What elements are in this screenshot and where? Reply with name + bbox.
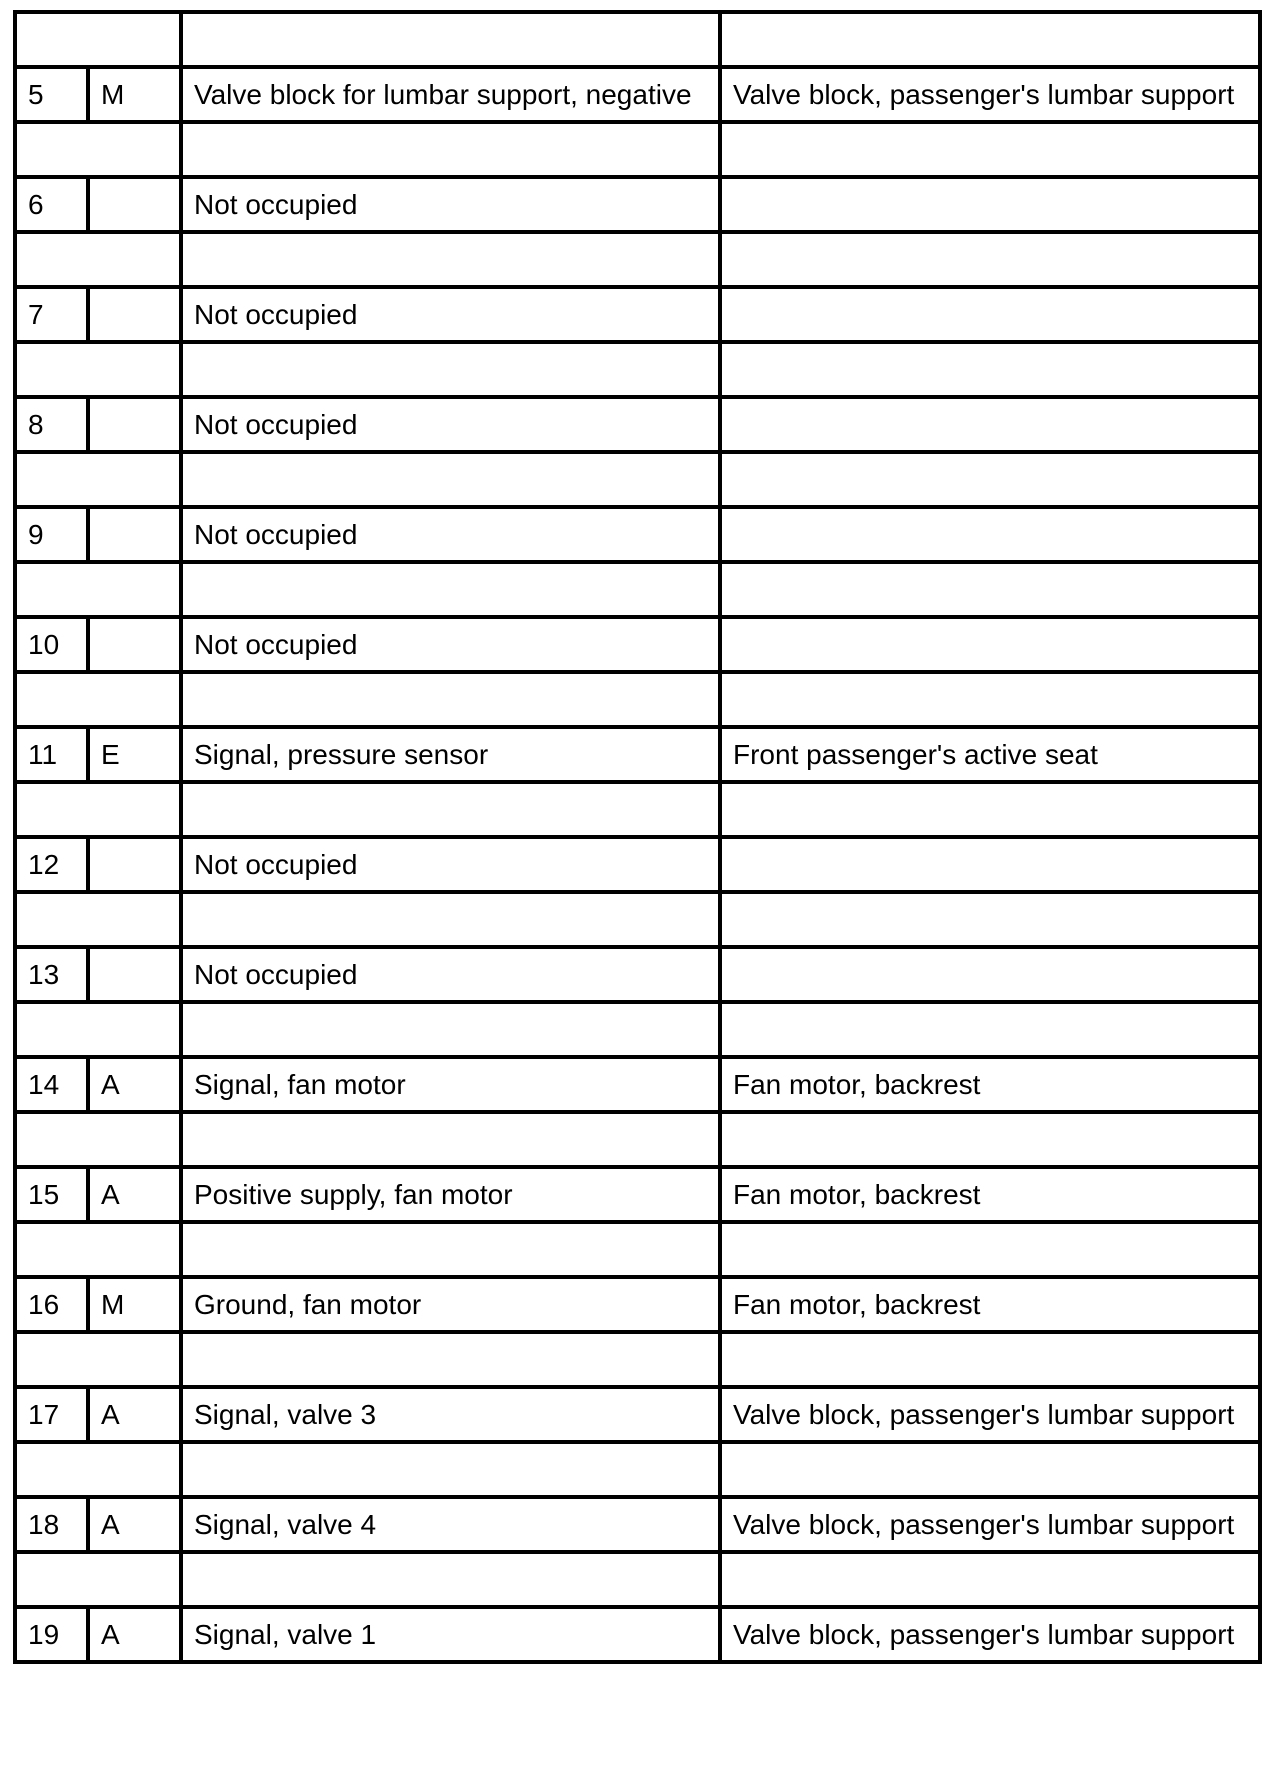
pin-number-cell: 6 [15,177,88,232]
pin-row [15,507,1260,562]
description-cell: Not occupied [181,617,720,672]
pin-number-cell: 12 [15,837,88,892]
signal-type-cell: E [88,727,181,782]
component-cell: Fan motor, backrest [720,1057,1260,1112]
description-cell [181,1112,720,1167]
pin-number-cell: 11 [15,727,88,782]
component-cell [720,892,1260,947]
component-cell: Valve block, passenger's lumbar support [720,1607,1260,1662]
signal-type-cell [88,507,181,562]
spacer-row [15,1552,1260,1607]
pin-type-cell [15,1002,181,1057]
pin-row [15,1057,1260,1112]
description-cell: Not occupied [181,397,720,452]
pin-type-cell [15,1222,181,1277]
pin-row [15,617,1260,672]
description-cell: Ground, fan motor [181,1277,720,1332]
pin-type-cell [15,1552,181,1607]
pin-row [15,1607,1260,1662]
spacer-row [15,892,1260,947]
pin-number-cell: 5 [15,67,88,122]
pin-number-cell: 13 [15,947,88,1002]
spacer-row [15,12,1260,67]
signal-type-cell: A [88,1167,181,1222]
description-cell [181,892,720,947]
spacer-row [15,782,1260,837]
spacer-row [15,1222,1260,1277]
pin-row [15,727,1260,782]
spacer-row [15,1002,1260,1057]
pin-row [15,1497,1260,1552]
spacer-row [15,452,1260,507]
description-cell: Signal, valve 1 [181,1607,720,1662]
pin-row [15,1277,1260,1332]
description-cell [181,782,720,837]
pin-type-cell [15,1332,181,1387]
description-cell: Not occupied [181,507,720,562]
pin-type-cell [15,452,181,507]
pin-assignment-table [13,10,1262,1664]
description-cell [181,122,720,177]
component-cell [720,837,1260,892]
spacer-row [15,342,1260,397]
spacer-row [15,1332,1260,1387]
pin-number-cell: 14 [15,1057,88,1112]
pin-row [15,67,1260,122]
component-cell [720,562,1260,617]
signal-type-cell [88,837,181,892]
description-cell [181,232,720,287]
component-cell [720,12,1260,67]
signal-type-cell [88,177,181,232]
description-cell: Signal, valve 4 [181,1497,720,1552]
component-cell [720,122,1260,177]
description-cell [181,1442,720,1497]
component-cell: Fan motor, backrest [720,1277,1260,1332]
pin-type-cell [15,1442,181,1497]
pin-type-cell [15,342,181,397]
description-cell: Not occupied [181,947,720,1002]
description-cell [181,562,720,617]
pin-type-cell [15,562,181,617]
signal-type-cell [88,617,181,672]
description-cell: Valve block for lumbar support, negative [181,67,720,122]
signal-type-cell [88,287,181,342]
pin-type-cell [15,892,181,947]
signal-type-cell: M [88,67,181,122]
component-cell [720,507,1260,562]
component-cell [720,947,1260,1002]
pin-number-cell: 16 [15,1277,88,1332]
component-cell [720,1222,1260,1277]
description-cell: Signal, pressure sensor [181,727,720,782]
spacer-row [15,672,1260,727]
signal-type-cell: A [88,1057,181,1112]
component-cell [720,1002,1260,1057]
component-cell: Valve block, passenger's lumbar support [720,67,1260,122]
description-cell [181,12,720,67]
component-cell: Fan motor, backrest [720,1167,1260,1222]
pin-number-cell: 19 [15,1607,88,1662]
component-cell [720,177,1260,232]
pin-row [15,287,1260,342]
component-cell [720,287,1260,342]
pin-type-cell [15,122,181,177]
signal-type-cell: M [88,1277,181,1332]
signal-type-cell: A [88,1497,181,1552]
signal-type-cell: A [88,1607,181,1662]
pin-type-cell [15,782,181,837]
pin-number-cell: 15 [15,1167,88,1222]
component-cell [720,452,1260,507]
pin-number-cell: 9 [15,507,88,562]
component-cell [720,1442,1260,1497]
description-cell [181,452,720,507]
component-cell [720,672,1260,727]
description-cell: Not occupied [181,287,720,342]
pin-row [15,177,1260,232]
description-cell [181,1332,720,1387]
component-cell [720,1552,1260,1607]
description-cell [181,1222,720,1277]
pin-number-cell: 10 [15,617,88,672]
spacer-row [15,1442,1260,1497]
description-cell [181,342,720,397]
component-cell: Valve block, passenger's lumbar support [720,1387,1260,1442]
spacer-row [15,1112,1260,1167]
component-cell [720,1112,1260,1167]
pin-row [15,1167,1260,1222]
spacer-row [15,232,1260,287]
description-cell: Not occupied [181,837,720,892]
description-cell [181,1002,720,1057]
component-cell [720,782,1260,837]
pin-row [15,397,1260,452]
pin-number-cell: 8 [15,397,88,452]
description-cell [181,1552,720,1607]
pin-number-cell: 17 [15,1387,88,1442]
description-cell: Positive supply, fan motor [181,1167,720,1222]
signal-type-cell [88,947,181,1002]
component-cell [720,617,1260,672]
description-cell: Signal, fan motor [181,1057,720,1112]
component-cell: Valve block, passenger's lumbar support [720,1497,1260,1552]
signal-type-cell [88,397,181,452]
spacer-row [15,562,1260,617]
signal-type-cell: A [88,1387,181,1442]
pin-number-cell: 7 [15,287,88,342]
pin-type-cell [15,672,181,727]
pin-table-body [15,12,1260,1662]
pin-row [15,1387,1260,1442]
component-cell [720,1332,1260,1387]
description-cell: Not occupied [181,177,720,232]
pin-type-cell [15,12,181,67]
pin-number-cell: 18 [15,1497,88,1552]
component-cell [720,232,1260,287]
pin-row [15,947,1260,1002]
component-cell: Front passenger's active seat [720,727,1260,782]
component-cell [720,397,1260,452]
pin-type-cell [15,232,181,287]
pin-row [15,837,1260,892]
description-cell: Signal, valve 3 [181,1387,720,1442]
component-cell [720,342,1260,397]
pin-type-cell [15,1112,181,1167]
spacer-row [15,122,1260,177]
description-cell [181,672,720,727]
